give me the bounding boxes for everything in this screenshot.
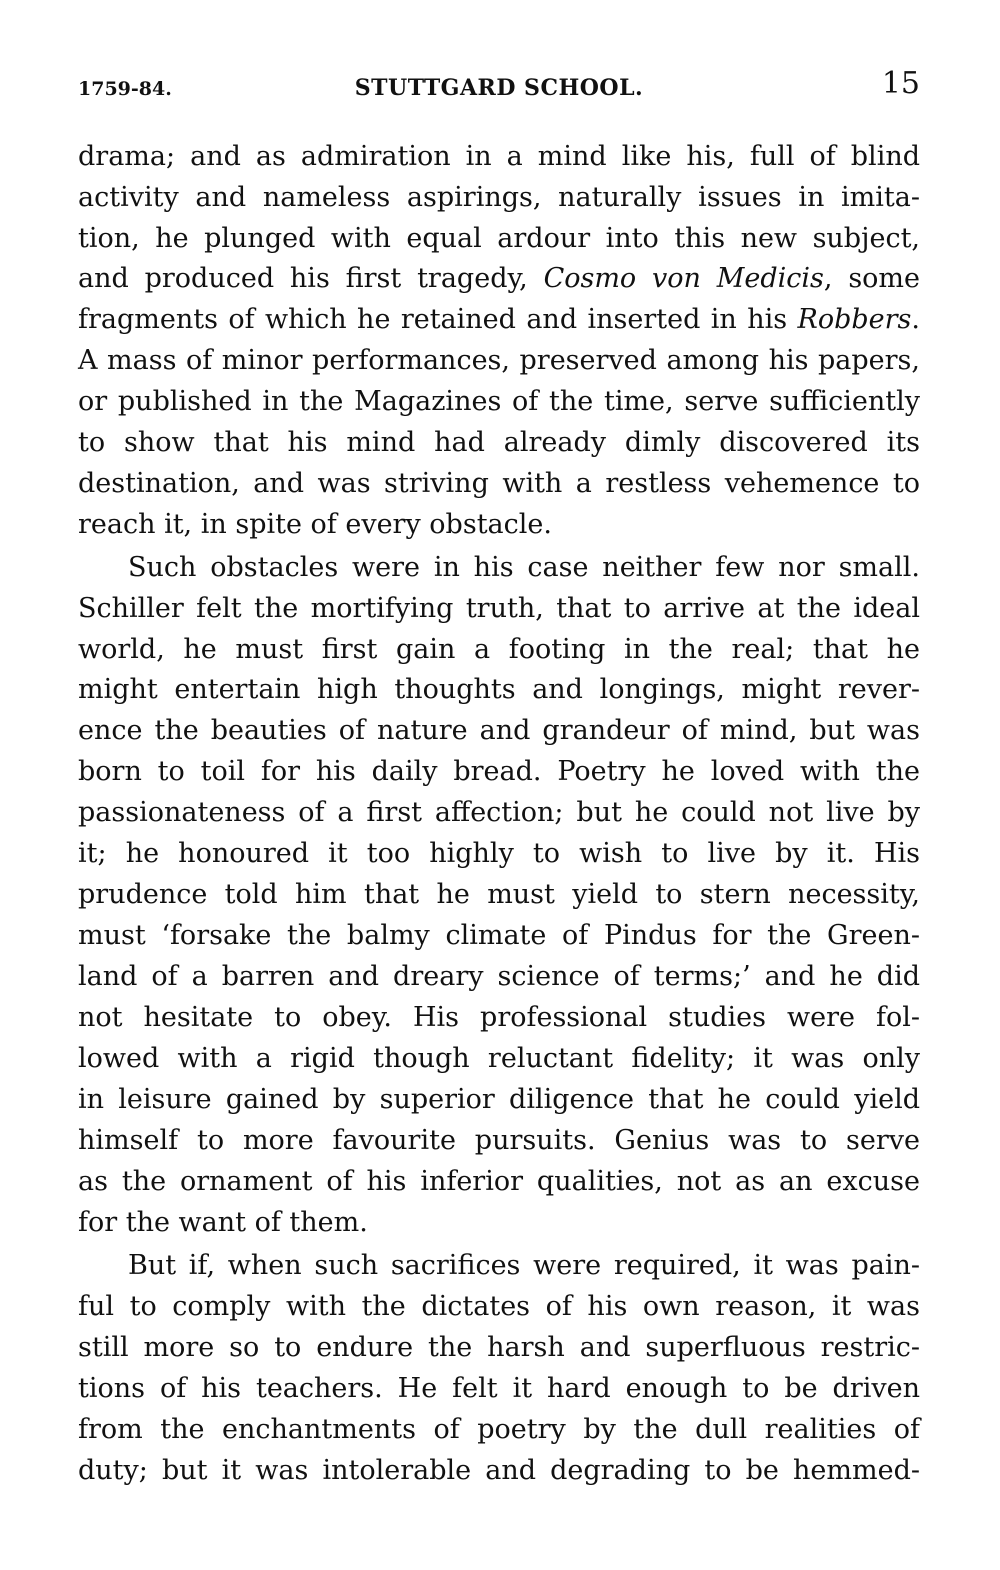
text-line: world, he must first gain a footing in the real; that he xyxy=(78,634,920,665)
text-line: might entertain high thoughts and longings, might rever- xyxy=(78,674,920,705)
text-line: Schiller felt the mortifying truth, that to arrive at the ideal xyxy=(78,593,920,624)
page-number: 15 xyxy=(881,66,920,101)
text-line: tion, he plunged with equal ardour into this new subject, xyxy=(78,223,920,254)
text-line xyxy=(78,260,920,298)
text-line: land of a barren and dreary science of terms;’ and he did xyxy=(78,961,920,992)
text-line: ence the beauties of nature and grandeur of mind, but was xyxy=(78,715,920,746)
text-line: tions of his teachers. He felt it hard enough to be driven xyxy=(78,1373,920,1404)
text-line: to show that his mind had already dimly discovered its xyxy=(78,427,920,458)
text-line: it; he honoured it too highly to wish to live by it. His xyxy=(78,838,920,869)
text-line: duty; but it was intolerable and degrading to be hemmed- xyxy=(78,1455,920,1486)
text-line: ful to comply with the dictates of his own reason, it was xyxy=(78,1291,920,1322)
running-header xyxy=(78,66,920,106)
text-line: from the enchantments of poetry by the dull realities of xyxy=(78,1414,920,1445)
text-line: drama; and as admiration in a mind like his, full of blind xyxy=(78,141,920,172)
text-line: still more so to endure the harsh and superfluous restric- xyxy=(78,1332,920,1363)
text-line: not hesitate to obey. His professional studies were fol- xyxy=(78,1002,920,1033)
text-line: for the want of them. xyxy=(78,1207,368,1238)
text-segment: . xyxy=(911,304,920,335)
text-line: But if, when such sacrifices were required, it was pain- xyxy=(128,1250,920,1281)
header-years: 1759-84. xyxy=(78,78,172,100)
italic-title: Robbers xyxy=(797,304,912,335)
text-line: himself to more favourite pursuits. Genius was to serve xyxy=(78,1125,920,1156)
text-line: reach it, in spite of every obstacle. xyxy=(78,509,552,540)
text-line: must ‘forsake the balmy climate of Pindus for the Green- xyxy=(78,920,920,951)
text-segment: fragments of which he retained and inserted in his xyxy=(78,304,798,335)
text-line: or published in the Magazines of the time, serve sufficiently xyxy=(78,386,920,417)
text-line xyxy=(78,301,920,339)
text-line: as the ornament of his inferior qualities, not as an excuse xyxy=(78,1166,920,1197)
italic-title: Cosmo von Medicis xyxy=(543,263,824,294)
header-running-title: STUTTGARD SCHOOL. xyxy=(354,75,644,101)
text-line: prudence told him that he must yield to stern necessity, xyxy=(78,879,920,910)
text-line: passionateness of a first affection; but he could not live by xyxy=(78,797,920,828)
text-segment: , some xyxy=(823,263,921,294)
text-line: Such obstacles were in his case neither few nor small. xyxy=(128,552,920,583)
text-line: destination, and was striving with a restless vehemence to xyxy=(78,468,920,499)
text-line: activity and nameless aspirings, naturally issues in imita- xyxy=(78,182,920,213)
text-line: A mass of minor performances, preserved among his papers, xyxy=(78,345,920,376)
text-line: lowed with a rigid though reluctant fidelity; it was only xyxy=(78,1043,920,1074)
text-segment: and produced his first tragedy, xyxy=(78,263,544,294)
text-line: born to toil for his daily bread. Poetry he loved with the xyxy=(78,756,920,787)
text-line: in leisure gained by superior diligence that he could yield xyxy=(78,1084,920,1115)
